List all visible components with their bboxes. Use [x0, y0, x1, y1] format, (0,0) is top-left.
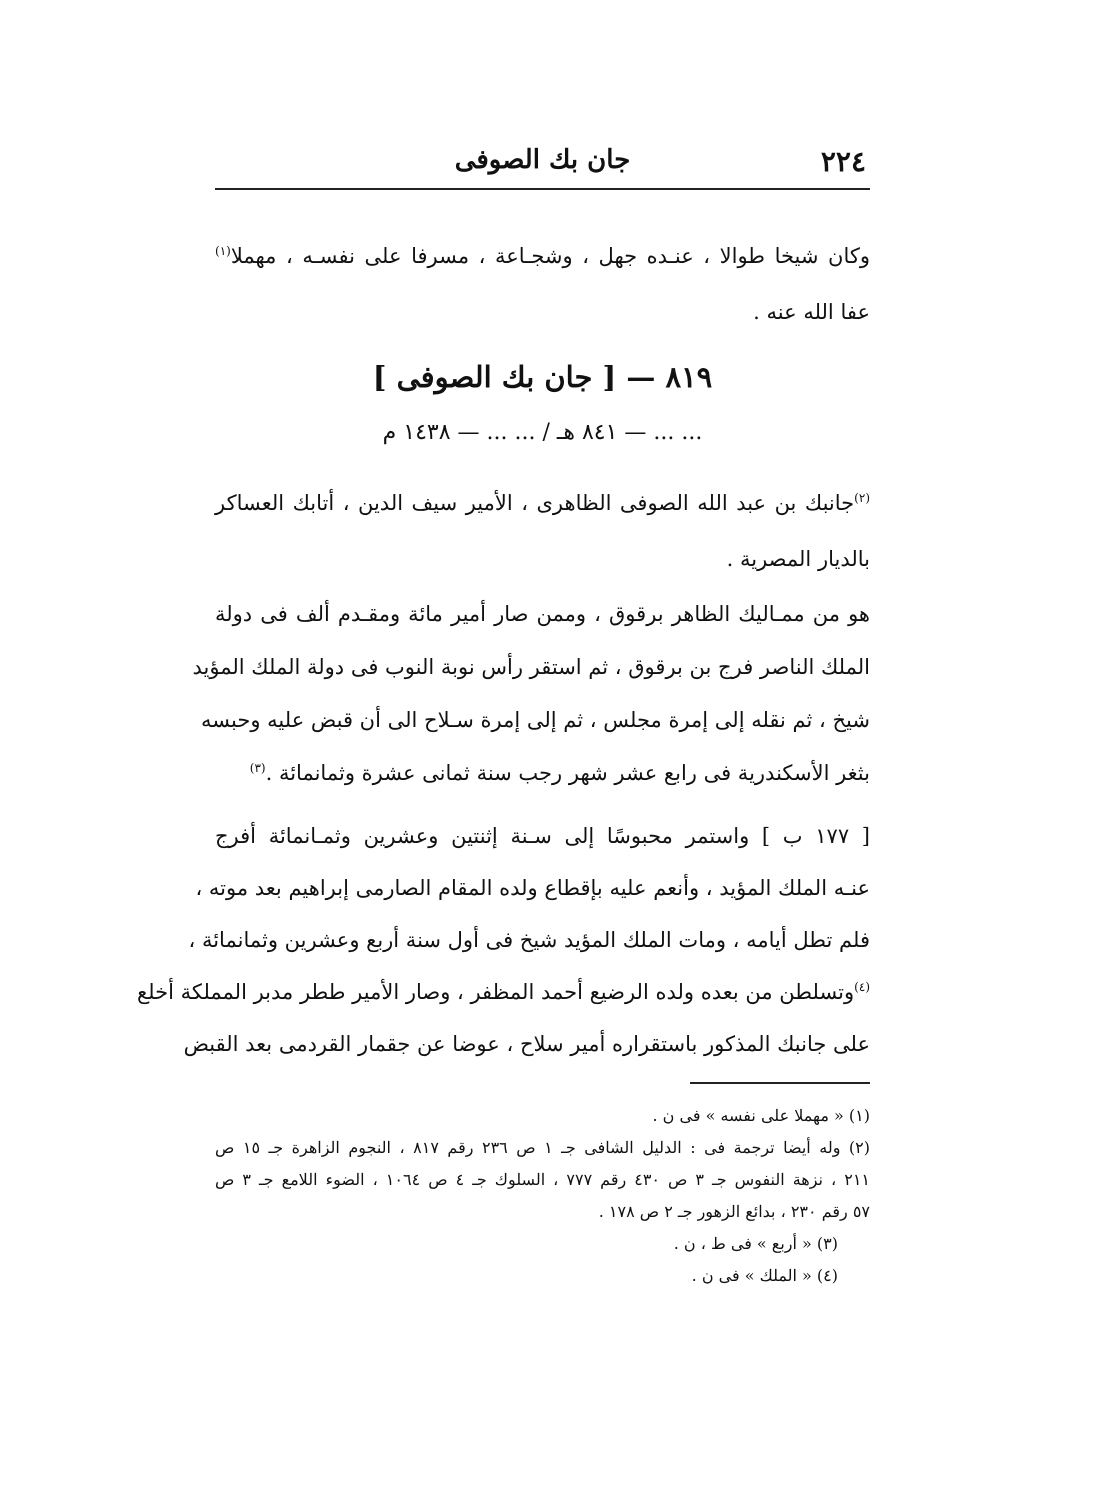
paragraph-3-line-2: عنـه الملك المؤيد ، وأنعم عليه بإقطاع ولده المقام الصارمى إبراهيم بعد موته ،: [195, 876, 870, 900]
footnote-1: (١) « مهملا على نفسه » فى ن .: [652, 1106, 870, 1125]
paragraph-2-line-2: الملك الناصر فرج بن برقوق ، ثم استقر رأس نوبة النوب فى دولة الملك المؤيد: [192, 655, 870, 679]
footnote-marker-4: (٤): [854, 980, 870, 994]
paragraph-1-line-1: $^{(٢)}$جانبك بن عبد الله الصوفى الظاهرى ، الأمير سيف الدين ، أتابك العساكر: [215, 491, 870, 515]
paragraph-2-line-4: بثغر الأسكندرية فى رابع عشر شهر رجب سنة ثمانى عشرة وثمانمائة .$^{(٣)}$: [249, 761, 870, 785]
paragraph-3: [136, 810, 870, 1070]
page-number: ٢٢٤: [820, 145, 866, 178]
footnote-rule: [690, 1082, 870, 1084]
footnotes: [215, 1100, 870, 1292]
footnote-marker-3: (٣): [249, 761, 266, 775]
paragraph-3-line-5: على جانبك المذكور باستقراره أمير سلاح ، عوضا عن جقمار القردمى بعد القبض: [183, 1032, 870, 1056]
footnote-2-line-2: ٢١١ ، نزهة النفوس جـ ٣ ص ٤٣٠ رقم ٧٧٧ ، السلوك جـ ٤ ص ١٠٦٤ ، الضوء اللامع جـ ٣ ص: [215, 1170, 871, 1189]
intro-paragraph: [215, 228, 870, 340]
paragraph-1: [215, 475, 870, 587]
running-head: [215, 145, 870, 185]
paragraph-2: [192, 588, 870, 800]
paragraph-2-line-3: شيخ ، ثم نقله إلى إمرة مجلس ، ثم إلى إمرة سـلاح الى أن قبض عليه وحبسه: [201, 708, 870, 732]
footnote-4: (٤) « الملك » فى ن .: [691, 1266, 838, 1285]
entry-dates: ... ... — ٨٤١ هـ / ... ... — ١٤٣٨ م: [382, 420, 703, 445]
footnote-2-line-1: (٢) وله أيضا ترجمة فى : الدليل الشافى جـ ١ ص ٢٣٦ رقم ٨١٧ ، النجوم الزاهرة جـ ١٥ ص: [215, 1138, 871, 1157]
paragraph-3-line-1: [ ١٧٧ ب ] واستمر محبوسًا إلى سـنة إثنتين وعشرين وثمـانمائة أفرج: [215, 824, 870, 848]
paragraph-1-line-2: بالديار المصرية .: [726, 547, 870, 571]
footnote-marker-1: (١): [215, 244, 231, 258]
running-title: جان بك الصوفى: [454, 145, 631, 175]
paragraph-2-line-1: هو من ممـاليك الظاهر برقوق ، وممن صار أمير مائة ومقـدم ألف فى دولة: [215, 602, 870, 626]
paragraph-3-line-4: $^{(٤)}$وتسلطن من بعده ولده الرضيع أحمد المظفر ، وصار الأمير ططر مدبر المملكة أخلع: [136, 980, 870, 1004]
entry-heading: ٨١٩ — [ جان بك الصوفى ]: [372, 360, 713, 394]
intro-line-2: عفا الله عنه .: [753, 300, 870, 324]
intro-line-1: وكان شيخا طوالا ، عنـده جهل ، وشجـاعة ، مسرفا على نفسـه ، مهملا$^{(١)}$: [215, 244, 870, 268]
header-rule: [215, 188, 870, 190]
footnote-3: (٣) « أربع » فى ط ، ن .: [673, 1234, 838, 1253]
footnote-marker-2: (٢): [854, 491, 870, 505]
footnote-2-line-3: ٥٧ رقم ٢٣٠ ، بدائع الزهور جـ ٢ ص ١٧٨ .: [598, 1202, 870, 1221]
paragraph-3-line-3: فلم تطل أيامه ، ومات الملك المؤيد شيخ فى أول سنة أربع وعشرين وثمانمائة ،: [188, 928, 870, 952]
